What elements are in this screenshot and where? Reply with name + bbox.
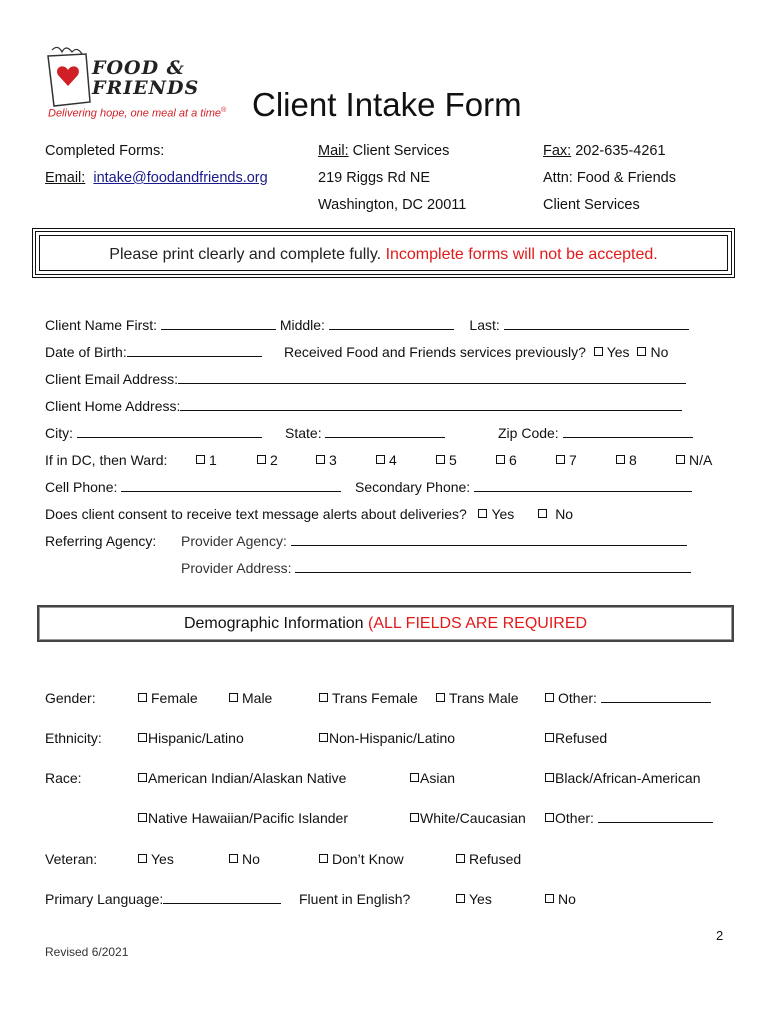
fluent-english-label: Fluent in English? — [299, 891, 411, 907]
demographic-title: Demographic Information — [183, 615, 369, 632]
provider-address-field[interactable] — [295, 560, 691, 573]
completed-forms-label: Completed Forms: — [45, 143, 165, 159]
veteran-yes-checkbox[interactable] — [138, 854, 147, 863]
first-name-field[interactable] — [161, 317, 276, 330]
state-row — [285, 425, 445, 441]
secondary-phone-field[interactable] — [474, 479, 692, 492]
notice-box — [32, 228, 735, 278]
fluent-no-option[interactable] — [545, 891, 576, 907]
veteran-no-label: No — [242, 851, 260, 867]
zip-label: Zip Code: — [498, 425, 559, 441]
veteran-yes-label: Yes — [151, 851, 174, 867]
ethnicity-hispanic-label: Hispanic/Latino — [148, 730, 244, 746]
consent-no-checkbox[interactable] — [538, 509, 547, 518]
dob-field[interactable] — [127, 344, 262, 357]
veteran-dont-know-option[interactable] — [319, 851, 404, 867]
ward-option-8[interactable] — [616, 452, 637, 468]
received-no-label: No — [650, 344, 669, 360]
gender-other-label: Other: — [558, 690, 597, 706]
fluent-no-label: No — [558, 891, 576, 907]
gender-female-checkbox[interactable] — [138, 693, 147, 702]
provider-agency-field[interactable] — [291, 533, 687, 546]
gender-female-label: Female — [151, 690, 198, 706]
race-pacific-islander-option[interactable] — [138, 810, 348, 826]
consent-row — [45, 506, 573, 522]
gender-trans-female-label: Trans Female — [332, 690, 418, 706]
race-pacific-islander-label: Native Hawaiian/Pacific Islander — [148, 810, 348, 826]
ethnicity-hispanic-checkbox[interactable] — [138, 733, 147, 742]
veteran-dont-know-label: Don’t Know — [332, 851, 404, 867]
race-pacific-islander-checkbox[interactable] — [138, 813, 147, 822]
demographic-header-box — [37, 605, 734, 642]
gender-trans-female-checkbox[interactable] — [319, 693, 328, 702]
veteran-refused-option[interactable] — [456, 851, 521, 867]
ward-7-checkbox[interactable] — [556, 455, 565, 464]
received-no-checkbox[interactable] — [637, 347, 646, 356]
referring-agency-label: Referring Agency: — [45, 533, 157, 549]
logo-brand-line2: FRIENDS — [92, 77, 200, 99]
ward-option-5[interactable] — [436, 452, 457, 468]
fax-value: 202-635-4261 — [571, 143, 666, 159]
gender-other-checkbox[interactable] — [545, 693, 554, 702]
gender-other-field[interactable] — [601, 690, 711, 703]
race-label: Race: — [45, 770, 82, 786]
secondary-phone-row — [355, 479, 692, 495]
fax-attn-line: Attn: Food & Friends — [543, 170, 676, 186]
client-email-label: Client Email Address: — [45, 371, 179, 387]
race-white-label: White/Caucasian — [420, 810, 526, 826]
mail-label: Mail: — [318, 143, 349, 159]
veteran-no-option[interactable] — [229, 851, 260, 867]
veteran-dont-know-checkbox[interactable] — [319, 854, 328, 863]
fax-label: Fax: — [543, 143, 572, 159]
gender-male-checkbox[interactable] — [229, 693, 238, 702]
race-other-field[interactable] — [598, 810, 713, 823]
page-number: 2 — [716, 928, 724, 943]
email-label: Email: — [45, 170, 86, 186]
gender-male-option[interactable] — [229, 690, 272, 706]
fax-contact — [543, 143, 666, 159]
zip-row — [498, 425, 693, 441]
provider-agency-row — [181, 533, 687, 549]
fluent-no-checkbox[interactable] — [545, 894, 554, 903]
primary-language-field[interactable] — [163, 891, 281, 904]
gender-label: Gender: — [45, 690, 96, 706]
city-field[interactable] — [77, 425, 262, 438]
provider-address-row — [181, 560, 691, 576]
race-other-option[interactable] — [545, 810, 713, 826]
fluent-yes-checkbox[interactable] — [456, 894, 465, 903]
revised-date: Revised 6/2021 — [45, 945, 129, 959]
logo-mark: ® — [221, 107, 227, 114]
mail-city-line: Washington, DC 20011 — [318, 197, 467, 213]
city-row — [45, 425, 262, 441]
ethnicity-non-hispanic-checkbox[interactable] — [319, 733, 328, 742]
received-yes-checkbox[interactable] — [594, 347, 603, 356]
logo-tagline: Delivering hope, one meal at a time — [48, 107, 222, 120]
ward-7-label: 7 — [569, 452, 577, 468]
ethnicity-non-hispanic-option[interactable] — [319, 730, 455, 746]
zip-field[interactable] — [563, 425, 693, 438]
fluent-yes-label: Yes — [469, 891, 492, 907]
fax-dept-line: Client Services — [543, 197, 640, 213]
state-label: State: — [285, 425, 322, 441]
race-american-indian-checkbox[interactable] — [138, 773, 147, 782]
middle-name-label: Middle: — [279, 317, 325, 333]
ward-na-label: N/A — [689, 452, 713, 468]
dob-row — [45, 344, 262, 360]
demographic-required-note: (ALL FIELDS ARE REQUIRED — [368, 615, 588, 632]
client-home-field[interactable] — [180, 398, 682, 411]
notice-instruction: Please print clearly and complete fully. — [109, 246, 386, 263]
gender-trans-female-option[interactable] — [319, 690, 418, 706]
client-email-field[interactable] — [178, 371, 686, 384]
gender-female-option[interactable] — [138, 690, 198, 706]
page-title: Client Intake Form — [252, 86, 522, 123]
consent-yes-checkbox[interactable] — [478, 509, 487, 518]
mail-contact — [318, 143, 449, 159]
ward-5-checkbox[interactable] — [436, 455, 445, 464]
email-contact — [45, 170, 268, 186]
ethnicity-hispanic-option[interactable] — [138, 730, 244, 746]
gender-trans-male-label: Trans Male — [449, 690, 519, 706]
ward-8-checkbox[interactable] — [616, 455, 625, 464]
race-other-checkbox[interactable] — [545, 813, 554, 822]
received-services-question: Received Food and Friends services previously? — [284, 344, 586, 360]
mail-value: Client Services — [348, 143, 450, 159]
notice-text — [36, 246, 731, 264]
veteran-no-checkbox[interactable] — [229, 854, 238, 863]
ward-na-checkbox[interactable] — [676, 455, 685, 464]
race-other-label: Other: — [555, 810, 594, 826]
logo-brand-line1: FOOD & — [92, 57, 185, 79]
race-asian-label: Asian — [420, 770, 456, 786]
primary-language-label: Primary Language: — [45, 891, 164, 907]
ward-2-label: 2 — [270, 452, 278, 468]
fluent-yes-option[interactable] — [456, 891, 492, 907]
race-asian-option[interactable] — [410, 770, 455, 786]
ward-8-label: 8 — [629, 452, 637, 468]
ethnicity-label: Ethnicity: — [45, 730, 102, 746]
cell-phone-label: Cell Phone: — [45, 479, 118, 495]
ward-option-na[interactable] — [676, 452, 712, 468]
veteran-yes-option[interactable] — [138, 851, 174, 867]
last-name-field[interactable] — [504, 317, 689, 330]
received-yes-label: Yes — [606, 344, 630, 360]
race-asian-checkbox[interactable] — [410, 773, 419, 782]
veteran-refused-label: Refused — [469, 851, 522, 867]
client-name-row — [45, 317, 689, 333]
ward-1-label: 1 — [209, 452, 217, 468]
cell-phone-row — [45, 479, 341, 495]
ward-5-label: 5 — [449, 452, 457, 468]
consent-question: Does client consent to receive text message alerts about deliveries? — [45, 506, 467, 522]
received-services-row — [284, 344, 668, 360]
ward-6-label: 6 — [509, 452, 517, 468]
gender-trans-male-checkbox[interactable] — [436, 693, 445, 702]
ward-1-checkbox[interactable] — [196, 455, 205, 464]
ward-2-checkbox[interactable] — [257, 455, 266, 464]
ward-option-6[interactable] — [496, 452, 517, 468]
veteran-refused-checkbox[interactable] — [456, 854, 465, 863]
ward-3-label: 3 — [329, 452, 337, 468]
ethnicity-refused-option[interactable] — [545, 730, 607, 746]
race-american-indian-label: American Indian/Alaskan Native — [148, 770, 347, 786]
demographic-heading — [39, 615, 732, 633]
consent-yes-label: Yes — [491, 506, 515, 522]
ward-option-1[interactable] — [196, 452, 217, 468]
client-home-label: Client Home Address: — [45, 398, 181, 414]
cell-phone-field[interactable] — [121, 479, 341, 492]
race-white-option[interactable] — [410, 810, 526, 826]
provider-address-label: Provider Address: — [181, 560, 292, 576]
ethnicity-non-hispanic-label: Non-Hispanic/Latino — [329, 730, 456, 746]
consent-no-label: No — [555, 506, 574, 522]
race-black-label: Black/African-American — [555, 770, 701, 786]
ward-option-3[interactable] — [316, 452, 337, 468]
ward-label: If in DC, then Ward: — [45, 452, 168, 468]
secondary-phone-label: Secondary Phone: — [355, 479, 471, 495]
gender-male-label: Male — [242, 690, 273, 706]
first-name-label: Client Name First: — [45, 317, 158, 333]
mail-address-line: 219 Riggs Rd NE — [318, 170, 431, 186]
last-name-label: Last: — [469, 317, 500, 333]
ethnicity-refused-label: Refused — [555, 730, 608, 746]
middle-name-field[interactable] — [329, 317, 454, 330]
race-white-checkbox[interactable] — [410, 813, 419, 822]
dob-label: Date of Birth: — [45, 344, 127, 360]
client-home-row — [45, 398, 682, 414]
email-link[interactable]: intake@foodandfriends.org — [93, 170, 268, 186]
client-email-row — [45, 371, 686, 387]
notice-warning: Incomplete forms will not be accepted. — [385, 246, 658, 263]
ward-option-4[interactable] — [376, 452, 397, 468]
ethnicity-refused-checkbox[interactable] — [545, 733, 554, 742]
ward-option-7[interactable] — [556, 452, 577, 468]
race-black-option[interactable] — [545, 770, 701, 786]
race-american-indian-option[interactable] — [138, 770, 346, 786]
ward-option-2[interactable] — [257, 452, 278, 468]
ward-3-checkbox[interactable] — [316, 455, 325, 464]
gender-trans-male-option[interactable] — [436, 690, 519, 706]
primary-language-row — [45, 891, 281, 907]
food-and-friends-logo — [40, 44, 230, 124]
veteran-label: Veteran: — [45, 851, 98, 867]
race-black-checkbox[interactable] — [545, 773, 554, 782]
ward-4-label: 4 — [389, 452, 397, 468]
provider-agency-label: Provider Agency: — [181, 533, 287, 549]
city-label: City: — [45, 425, 73, 441]
ward-4-checkbox[interactable] — [376, 455, 385, 464]
gender-other-option[interactable] — [545, 690, 711, 706]
ward-6-checkbox[interactable] — [496, 455, 505, 464]
state-field[interactable] — [325, 425, 445, 438]
